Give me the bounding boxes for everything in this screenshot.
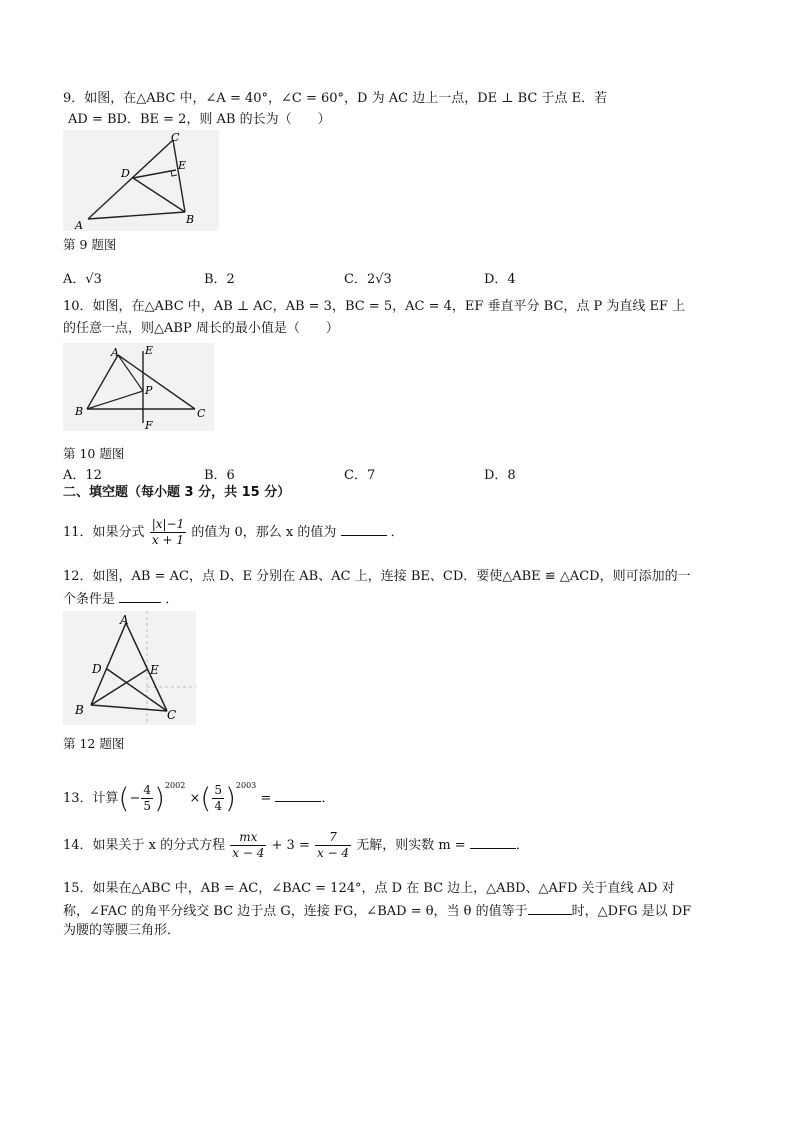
q13-stem: [63, 764, 334, 821]
q10-triangle-diagram: [63, 343, 214, 431]
q10-caption: 第 10 题图: [63, 446, 125, 461]
q9-label-b: B: [186, 213, 195, 226]
q12-stem-line1: 12．如图，AB = AC，点 D、E 分别在 AB、AC 上，连接 BE、CD．要使△ABE ≌ △ACD，则可添加的一: [63, 569, 691, 584]
q13-sign: −: [129, 791, 141, 806]
q13-prefix: 13．计算: [63, 791, 119, 806]
q13-end: ．: [321, 791, 335, 806]
q9-label-c: C: [171, 131, 180, 144]
q14-f2-denominator: x − 4: [316, 846, 350, 860]
q9-option-b: B．2: [204, 272, 235, 287]
q13-exponent-1: 2002: [164, 781, 186, 790]
q12-label-b: B: [75, 703, 84, 717]
q11-stem: [63, 515, 404, 551]
q9-triangle-diagram: [63, 130, 219, 231]
q13-left-paren-1: (: [118, 781, 130, 815]
section-2-heading: 二、填空题（每小题 3 分，共 15 分）: [63, 485, 291, 500]
q10-label-b: B: [75, 405, 84, 418]
q10-option-c: C．7: [344, 468, 376, 483]
q12-answer-blank[interactable]: [119, 590, 161, 603]
q13-f1-denominator: 5: [143, 799, 152, 813]
q14-answer-blank[interactable]: [470, 836, 516, 849]
q15-stem-line2: [63, 902, 691, 921]
q13-right-paren-1: ): [154, 781, 165, 815]
q14-suffix: 无解，则实数 m =: [356, 838, 466, 853]
q10-label-c: C: [197, 407, 206, 420]
q12-end: ．: [165, 592, 179, 607]
q14-fraction-2: [315, 830, 351, 861]
q9-option-c: C．2√3: [344, 272, 392, 287]
q15-stem-line1: 15．如果在△ABC 中，AB = AC，∠BAC = 124°，点 D 在 BC 边上，△ABD、△AFD 关于直线 AD 对: [63, 881, 675, 896]
q13-times: ×: [189, 791, 201, 806]
q13-f2-numerator: 5: [214, 783, 222, 797]
q11-prefix: 11．如果分式: [63, 525, 145, 540]
q9-caption: 第 9 题图: [63, 237, 117, 252]
q10-option-b: B．6: [204, 468, 235, 483]
q12-label-c: C: [167, 708, 177, 722]
q10-option-a: A．12: [63, 468, 102, 483]
q15-line2b: 时，△DFG 是以 DF: [571, 904, 692, 919]
q12-label-d: D: [92, 662, 102, 676]
q10-label-e: E: [145, 344, 154, 357]
q9-stem-line1: 9．如图，在△ABC 中，∠A = 40°，∠C = 60°，D 为 AC 边上一点，DE ⊥ BC 于点 E．若: [63, 91, 608, 106]
q12-line2-text: 个条件是: [63, 592, 116, 607]
q11-end: ．: [390, 525, 404, 540]
q10-option-d: D．8: [484, 468, 516, 483]
q9-label-d: D: [121, 167, 130, 180]
q9-option-a: A．√3: [63, 272, 102, 287]
q14-f1-denominator: x − 4: [232, 846, 265, 860]
q11-denominator: x + 1: [151, 533, 184, 547]
q12-stem-line2: [63, 590, 178, 609]
q13-exponent-2: 2003: [235, 781, 257, 790]
q9-label-e: E: [178, 159, 187, 172]
q11-fraction: [150, 517, 187, 548]
q13-answer-blank[interactable]: [275, 789, 321, 802]
q9-figure: [63, 130, 219, 231]
q13-right-paren-2: ): [224, 781, 236, 815]
q10-label-f: F: [145, 419, 153, 431]
q11-numerator: |x|−1: [151, 517, 185, 531]
q14-fraction-1: [230, 830, 266, 861]
q10-figure: [63, 343, 214, 431]
q14-mid: + 3 =: [271, 838, 310, 853]
q13-f2-denominator: 4: [214, 799, 222, 813]
q9-label-a: A: [75, 219, 83, 231]
q12-triangle-diagram: [63, 611, 196, 725]
q14-stem: [63, 826, 529, 866]
q12-caption: 第 12 题图: [63, 736, 125, 751]
q14-f2-numerator: 7: [315, 830, 351, 846]
q13-equals: =: [260, 791, 272, 806]
q10-stem-line2: 的任意一点，则△ABP 周长的最小值是（ ）: [63, 321, 339, 336]
q13-f1-numerator: 4: [143, 783, 152, 797]
q15-answer-blank[interactable]: [528, 902, 572, 915]
q15-stem-line3: 为腰的等腰三角形．: [63, 923, 181, 938]
q12-label-e: E: [150, 663, 159, 677]
q10-label-p: P: [145, 384, 153, 397]
q10-stem-line1: 10．如图，在△ABC 中，AB ⊥ AC，AB = 3，BC = 5，AC = 4，EF 垂直平分 BC，点 P 为直线 EF 上: [63, 299, 686, 314]
q14-end: ．: [515, 838, 529, 853]
q9-option-d: D．4: [484, 272, 516, 287]
q14-f1-numerator: mx: [230, 830, 266, 846]
q12-figure: [63, 611, 196, 725]
q14-prefix: 14．如果关于 x 的分式方程: [63, 838, 226, 853]
q13-fraction-2: [212, 783, 224, 814]
q15-line2a: 称，∠FAC 的角平分线交 BC 边于点 G，连接 FG，∠BAD = θ，当 θ 的值等于: [63, 904, 528, 919]
q13-left-paren-2: (: [200, 781, 212, 815]
q11-answer-blank[interactable]: [341, 523, 387, 536]
q11-suffix: 的值为 0，那么 x 的值为: [191, 525, 337, 540]
q13-fraction-1: [141, 783, 153, 814]
q9-stem-line2: AD = BD．BE = 2，则 AB 的长为（ ）: [68, 112, 331, 127]
q10-label-a: A: [111, 346, 119, 359]
q12-label-a: A: [120, 613, 129, 627]
